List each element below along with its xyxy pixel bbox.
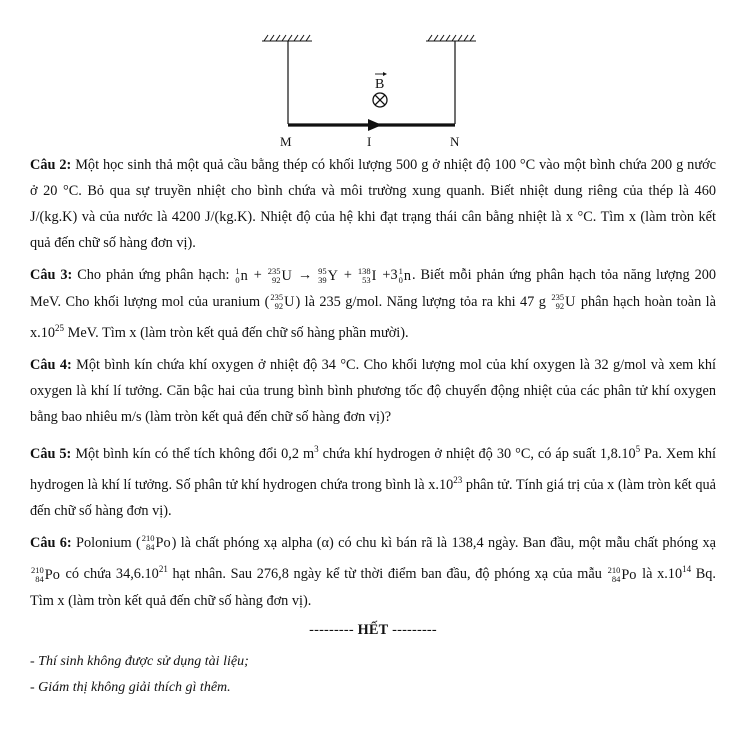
question-4 — [30, 352, 716, 430]
question-3-text-part1: Cho phản ứng phân hạch: — [77, 267, 230, 283]
pressure-exponent: 5 — [635, 444, 641, 455]
question-4-text: Một bình kín chứa khí oxygen ở nhiệt độ 34 °C. Cho khối lượng mol của khí oxygen là 32 g/mol và xem khí oxygen là khí lí tưởng. Căn bậc hai của trung bình bình phương tốc độ chuyển động nhiệt của các phân tử khí oxygen bằng bao nhiêu m/s (làm tròn kết quả đến chữ số hàng đơn vị)? — [30, 357, 716, 426]
question-2-number: Câu 2: — [30, 157, 72, 173]
plus-sign: + — [382, 267, 391, 283]
question-6-number: Câu 6: — [30, 534, 72, 551]
isotope-uranium-mass: 235 92 U — [551, 292, 576, 312]
isotope-yttrium: 95 39 Y — [318, 265, 338, 285]
neutron-count: 3 — [390, 267, 398, 283]
question-5 — [30, 436, 716, 524]
question-6-text-part5: là x.10 — [642, 566, 683, 583]
note-no-explanation: - Giám thị không giải thích gì thêm. — [30, 679, 231, 695]
question-3 — [30, 262, 716, 346]
question-3-number: Câu 3: — [30, 267, 73, 283]
isotope-polonium-activity: 210 84 Po — [607, 564, 637, 584]
note-no-materials: - Thí sinh không được sử dụng tài liệu; — [30, 653, 249, 669]
plus-sign: + — [343, 267, 352, 283]
isotope-neutron-product: 1 0 n — [398, 265, 411, 285]
question-5-text-part4: phân tử. Tính giá trị của x (làm tròn kết quả đến chữ số hàng đơn vị). — [30, 476, 716, 519]
question-4-number: Câu 4: — [30, 357, 72, 374]
end-dashes-right: --------- — [392, 621, 437, 638]
left-support-hatch — [262, 35, 312, 41]
point-m-label: M — [280, 134, 292, 149]
volume-exponent: 3 — [314, 444, 319, 455]
vector-arrow-head-icon — [383, 72, 387, 76]
question-5-number: Câu 5: — [30, 445, 72, 462]
plus-sign: + — [253, 267, 262, 283]
question-3-text-part3: ) là 235 g/mol. Năng lượng tỏa ra khi 47 g — [295, 293, 546, 310]
question-6-text-part3: có chứa 34,6.10 — [65, 566, 159, 583]
question-2 — [30, 152, 716, 256]
isotope-iodine: 138 53 I — [357, 265, 377, 285]
question-2-text: Một học sinh thả một quả cầu bằng thép có khối lượng 500 g ở nhiệt độ 100 °C vào một bình chứa 200 g nước ở 20 °C. Bỏ qua sự truyền nhiệt cho bình chứa và môi trường xung quanh. Biết nhiệt dung riêng của thép là 460 J/(kg.K) và của nước là 4200 J/(kg.K). Nhiệt độ của hệ khi đạt trạng thái cân bằng nhiệt là x °C. Tìm x (làm tròn kết quả đến chữ số hàng đơn vị). — [30, 157, 716, 251]
question-6-text-part1: Polonium ( — [76, 534, 141, 551]
end-word: HẾT — [357, 621, 389, 638]
field-label: B — [375, 77, 385, 92]
reaction-arrow-icon: → — [297, 267, 313, 283]
end-marker — [30, 622, 716, 639]
question-6-text-part2: ) là chất phóng xạ alpha (α) có chu kì bán rã là 138,4 ngày. Ban đầu, một mẫu chất phóng xạ — [171, 534, 716, 551]
current-arrow-icon — [368, 119, 382, 131]
activity-exponent: 14 — [682, 564, 692, 575]
question-5-text-part3: Pa. Xem khí hydrogen là khí lí tưởng. Số phân tử khí hydrogen chứa trong bình là x.10 — [30, 445, 717, 493]
nuclei-exponent: 21 — [158, 564, 168, 575]
isotope-polonium-sample: 210 84 Po — [31, 564, 60, 584]
question-5-text-part1: Một bình kín có thể tích không đổi 0,2 m — [75, 445, 315, 462]
field-into-page-icon — [373, 93, 387, 107]
isotope-uranium: 235 92 U — [267, 265, 292, 285]
magnetic-field-diagram — [250, 28, 490, 150]
end-dashes-left: --------- — [309, 621, 354, 638]
right-support-hatch — [426, 35, 476, 41]
point-n-label: N — [450, 134, 460, 149]
question-3-text-part2: . Biết mỗi phản ứng phân hạch tỏa năng lượng 200 MeV. Cho khối lượng mol của uranium ( — [30, 267, 717, 310]
question-3-text-part5: MeV. Tìm x (làm tròn kết quả đến chữ số hàng phần mười). — [64, 325, 409, 342]
isotope-uranium-ref: 235 92 U — [270, 292, 295, 312]
questions-section — [30, 152, 716, 701]
question-6-text-part6: Bq. Tìm x (làm tròn kết quả đến chữ số hàng đơn vị). — [30, 566, 717, 609]
isotope-neutron: 1 0 n — [235, 265, 248, 285]
question-3-exponent: 25 — [55, 323, 65, 334]
question-6 — [30, 530, 716, 614]
molecule-exponent: 23 — [453, 474, 463, 485]
point-i-label: I — [367, 134, 372, 149]
question-6-text-part4: hạt nhân. Sau 276,8 ngày kể từ thời điểm ban đầu, độ phóng xạ của mẫu — [167, 566, 602, 583]
question-5-text-part2: chứa khí hydrogen ở nhiệt độ 30 °C, có áp suất 1,8.10 — [318, 445, 636, 462]
question-3-text-part4: phân hạch hoàn toàn là x.10 — [30, 293, 716, 342]
isotope-polonium: 210 84 Po — [141, 533, 171, 553]
